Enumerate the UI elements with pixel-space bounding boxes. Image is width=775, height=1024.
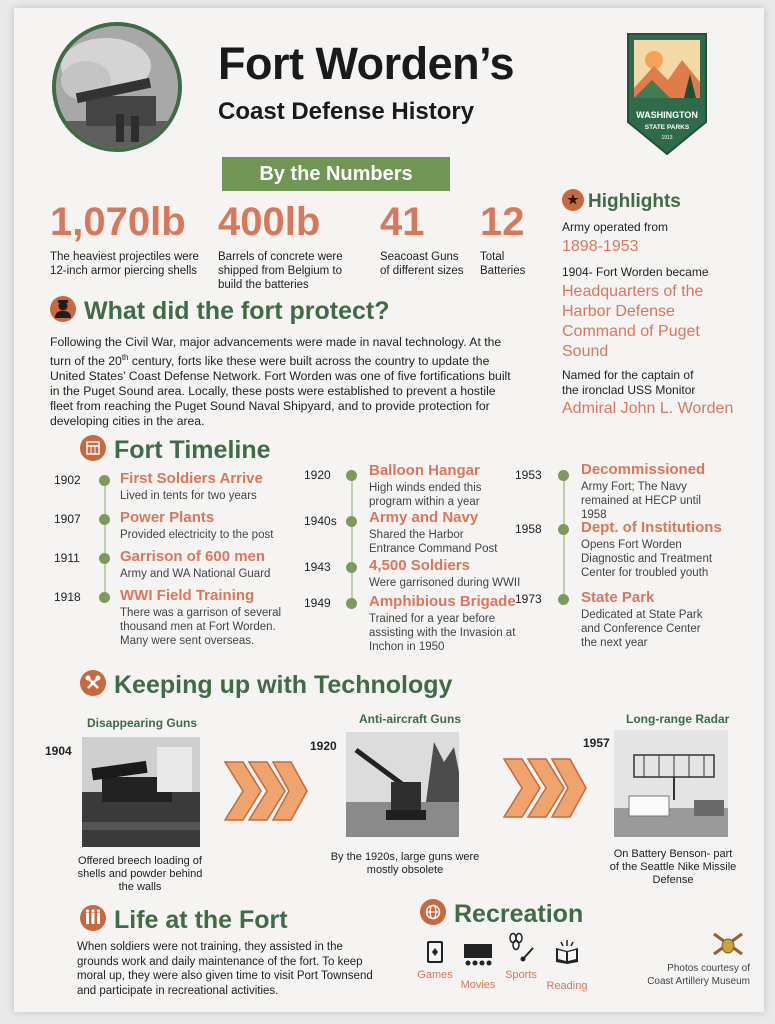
bowling-icon xyxy=(506,932,536,964)
timeline-dot xyxy=(99,514,110,525)
timeline-year: 1907 xyxy=(54,512,81,526)
timeline-event-title: State Park xyxy=(581,589,655,606)
chevron-arrows-icon xyxy=(502,757,588,824)
badge-top-text: WASHINGTON xyxy=(636,110,698,120)
stat-desc: Seacoast Guns of different sizes xyxy=(380,251,464,277)
timeline-dot xyxy=(346,598,357,609)
timeline-dot xyxy=(558,470,569,481)
stat-total-batteries xyxy=(480,200,550,278)
photo-credit-line1: Photos courtesy of xyxy=(667,963,750,974)
life-heading xyxy=(80,906,288,935)
timeline-event-desc: Provided electricity to the post xyxy=(120,529,274,541)
highlights-title: Highlights xyxy=(588,191,681,213)
headquarters-value: Headquarters of the Harbor Defense Command of Puget Sound xyxy=(562,283,704,360)
stat-concrete-barrels xyxy=(218,200,368,292)
highlights-heading xyxy=(562,191,681,213)
tech-item-year: 1904 xyxy=(45,744,72,758)
timeline-event-desc: Opens Fort Worden Diagnostic and Treatment Center for troubled youth xyxy=(581,539,713,579)
tech-item-caption: By the 1920s, large guns were mostly obsolete xyxy=(330,851,480,876)
timeline-dot xyxy=(558,594,569,605)
coast-artillery-museum-emblem xyxy=(710,930,746,963)
timeline-event-desc: High winds ended this program within a year xyxy=(369,482,482,508)
timeline-event-title: Army and Navy xyxy=(369,509,479,526)
page-subtitle: Coast Defense History xyxy=(218,98,475,125)
timeline-year: 1920 xyxy=(304,468,331,482)
headquarters-label: 1904- Fort Worden became xyxy=(562,265,709,279)
movie-theater-icon xyxy=(463,942,493,968)
timeline-event-title: Balloon Hangar xyxy=(369,462,480,479)
timeline-year: 1973 xyxy=(515,592,542,606)
timeline-event-title: Dept. of Institutions xyxy=(581,519,722,536)
page-title: Fort Worden’s xyxy=(218,38,514,89)
stat-desc: Total Batteries xyxy=(480,251,526,277)
timeline-event-title: Amphibious Brigade xyxy=(369,593,516,610)
timeline-event-desc: There was a garrison of several thousand men at Fort Worden. Many were sent overseas. xyxy=(120,607,282,647)
protect-heading xyxy=(50,297,390,326)
named-for-label: Named for the captain of the ironclad USS Monitor xyxy=(562,368,696,397)
photo-credit xyxy=(610,962,750,988)
disappearing-gun-photo xyxy=(82,737,200,847)
timeline-year: 1953 xyxy=(515,468,542,482)
timeline-dot xyxy=(99,553,110,564)
by-the-numbers-banner: By the Numbers xyxy=(222,157,450,191)
timeline-dot xyxy=(558,524,569,535)
timeline-year: 1958 xyxy=(515,522,542,536)
recreation-label: Movies xyxy=(460,979,496,991)
star-icon xyxy=(562,189,584,211)
tools-icon xyxy=(80,670,106,696)
tech-item-year: 1957 xyxy=(583,736,610,750)
timeline-dot xyxy=(346,562,357,573)
tech-item-label: Long-range Radar xyxy=(626,712,730,726)
technology-title: Keeping up with Technology xyxy=(114,671,453,699)
timeline-year: 1918 xyxy=(54,590,81,604)
timeline-title: Fort Timeline xyxy=(114,436,271,464)
timeline-dot xyxy=(99,592,110,603)
timeline-year: 1943 xyxy=(304,560,331,574)
timeline-year: 1949 xyxy=(304,596,331,610)
timeline-event-title: 4,500 Soldiers xyxy=(369,557,470,574)
timeline-dot xyxy=(346,470,357,481)
book-icon xyxy=(554,940,580,964)
army-operated-label: Army operated from xyxy=(562,220,669,234)
playing-card-icon xyxy=(425,940,445,964)
timeline-year: 1902 xyxy=(54,473,81,487)
technology-heading xyxy=(80,671,452,700)
calendar-icon xyxy=(80,435,106,461)
protect-body-superscript: th xyxy=(121,353,129,362)
life-body: When soldiers were not training, they assisted in the grounds work and daily maintenance of the fort. To keep moral up, they were also given time to visit Port Townsend and participate in recreational activities. xyxy=(77,941,373,997)
army-operated-years: 1898-1953 xyxy=(562,238,639,255)
recreation-reading xyxy=(542,940,592,992)
timeline-event-title: Decommissioned xyxy=(581,461,706,478)
stat-value: 1,070lb xyxy=(50,200,186,244)
timeline-event-desc: Lived in tents for two years xyxy=(120,490,257,502)
recreation-label: Sports xyxy=(505,969,537,981)
recreation-title: Recreation xyxy=(454,900,584,928)
tech-item-label: Disappearing Guns xyxy=(87,716,198,730)
timeline-line-col1 xyxy=(104,480,106,598)
washington-state-parks-badge xyxy=(624,30,710,158)
timeline-line-col2 xyxy=(351,470,353,602)
timeline-year: 1940s xyxy=(304,514,337,528)
globe-icon xyxy=(420,899,446,925)
protect-body-part2: century, forts like these were built across the country to update the United States’ Coast Defense Network. Fort Worden was one of five fortifications built in the Puget Sound area. Locally, these posts were established to prevent a hostile fleet from reaching the Puget Sound Naval Shipyard, and to provide protection for developing cities in the area. xyxy=(50,354,511,429)
timeline-event-desc: Dedicated at State Park and Conference Center the next year xyxy=(581,609,703,649)
radar-photo xyxy=(614,730,728,837)
photo-credit-line2: Coast Artillery Museum xyxy=(647,976,750,987)
protect-body xyxy=(50,335,520,429)
recreation-movies xyxy=(456,942,500,991)
timeline-event-desc: Army Fort; The Navy remained at HECP until 1958 xyxy=(581,481,701,521)
timeline-event-desc: Trained for a year before assisting with the Invasion at Inchon in 1950 xyxy=(369,613,516,653)
stat-value: 400lb xyxy=(218,200,321,244)
cannon-photo xyxy=(52,22,182,152)
stat-value: 41 xyxy=(380,200,425,244)
recreation-label: Games xyxy=(417,969,453,981)
stat-seacoast-guns xyxy=(380,200,470,278)
anti-aircraft-gun-photo xyxy=(346,732,459,837)
tech-item-caption: On Battery Benson- part of the Seattle Nike Missile Defense xyxy=(609,848,737,886)
timeline-dot xyxy=(99,475,110,486)
timeline-event-title: Power Plants xyxy=(120,509,215,526)
protect-body-part1: Following the Civil War, major advancements were made in naval technology. At the turn of the 20 xyxy=(50,335,502,369)
stat-value: 12 xyxy=(480,200,525,244)
chevron-arrows-icon xyxy=(223,760,309,827)
timeline-heading xyxy=(80,436,271,465)
timeline-dot xyxy=(346,516,357,527)
timeline-event-title: WWI Field Training xyxy=(120,587,255,604)
timeline-event-title: Garrison of 600 men xyxy=(120,548,266,565)
recreation-games xyxy=(414,940,456,981)
tech-item-year: 1920 xyxy=(310,739,337,753)
timeline-event-title: First Soldiers Arrive xyxy=(120,470,263,487)
stat-desc: The heaviest projectiles were 12-inch armor piercing shells xyxy=(50,251,199,277)
badge-year-text: 1913 xyxy=(661,135,673,141)
recreation-heading xyxy=(420,900,583,929)
timeline-year: 1911 xyxy=(54,551,80,565)
timeline-event-desc: Were garrisoned during WWII xyxy=(369,577,521,589)
stat-desc: Barrels of concrete were shipped from Belgium to build the batteries xyxy=(218,251,343,291)
named-for-value: Admiral John L. Worden xyxy=(562,400,734,417)
timeline-event-desc: Army and WA National Guard xyxy=(120,568,271,580)
protect-title: What did the fort protect? xyxy=(84,297,390,325)
stat-heaviest-projectile xyxy=(50,200,200,278)
people-group-icon xyxy=(80,905,106,931)
life-title: Life at the Fort xyxy=(114,906,288,934)
soldier-icon xyxy=(50,296,76,322)
timeline-event-desc: Shared the Harbor Entrance Command Post xyxy=(369,529,498,555)
recreation-sports xyxy=(500,932,542,981)
tech-item-caption: Offered breech loading of shells and powder behind the walls xyxy=(77,855,203,893)
badge-bottom-text: STATE PARKS xyxy=(644,124,690,131)
tech-item-label: Anti-aircraft Guns xyxy=(359,712,462,726)
recreation-label: Reading xyxy=(546,980,588,992)
